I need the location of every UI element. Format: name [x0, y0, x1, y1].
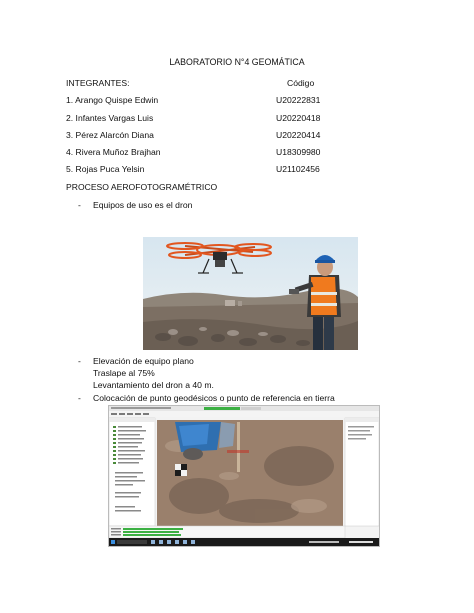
bullet-text: Equipos de uso es el dron — [93, 200, 193, 210]
bullet-text: Colocación de punto geodésicos o punto de referencia en tierra — [93, 393, 335, 403]
member-code: U18309980 — [276, 147, 321, 157]
member-name: 1. Arango Quispe Edwin — [66, 95, 159, 105]
member-name: 2. Infantes Vargas Luis — [66, 113, 154, 123]
drone-photo — [143, 237, 358, 350]
bullet-line: Levantamiento del dron a 40 m. — [93, 380, 214, 390]
members-header-code: Código — [287, 78, 315, 88]
members-header-label: INTEGRANTES: — [66, 78, 130, 88]
bullet-dash: - — [78, 393, 81, 403]
member-name: 4. Rivera Muñoz Brajhan — [66, 147, 161, 157]
ground-control-point-marker — [175, 464, 187, 476]
member-code: U20222831 — [276, 95, 321, 105]
software-screenshot — [108, 405, 380, 547]
member-name: 3. Pérez Alarcón Diana — [66, 130, 154, 140]
member-code: U20220414 — [276, 130, 321, 140]
member-code: U20220418 — [276, 113, 321, 123]
process-heading: PROCESO AEROFOTOGRAMÉTRICO — [66, 182, 218, 192]
bullet-dash: - — [78, 356, 81, 366]
member-code: U21102456 — [276, 164, 320, 174]
bullet-dash: - — [78, 200, 81, 210]
document-title: LABORATORIO N°4 GEOMÁTICA — [169, 57, 305, 67]
bullet-line: Elevación de equipo plano — [93, 356, 194, 366]
member-name: 5. Rojas Puca Yelsin — [66, 164, 145, 174]
bullet-line: Traslape al 75% — [93, 368, 155, 378]
